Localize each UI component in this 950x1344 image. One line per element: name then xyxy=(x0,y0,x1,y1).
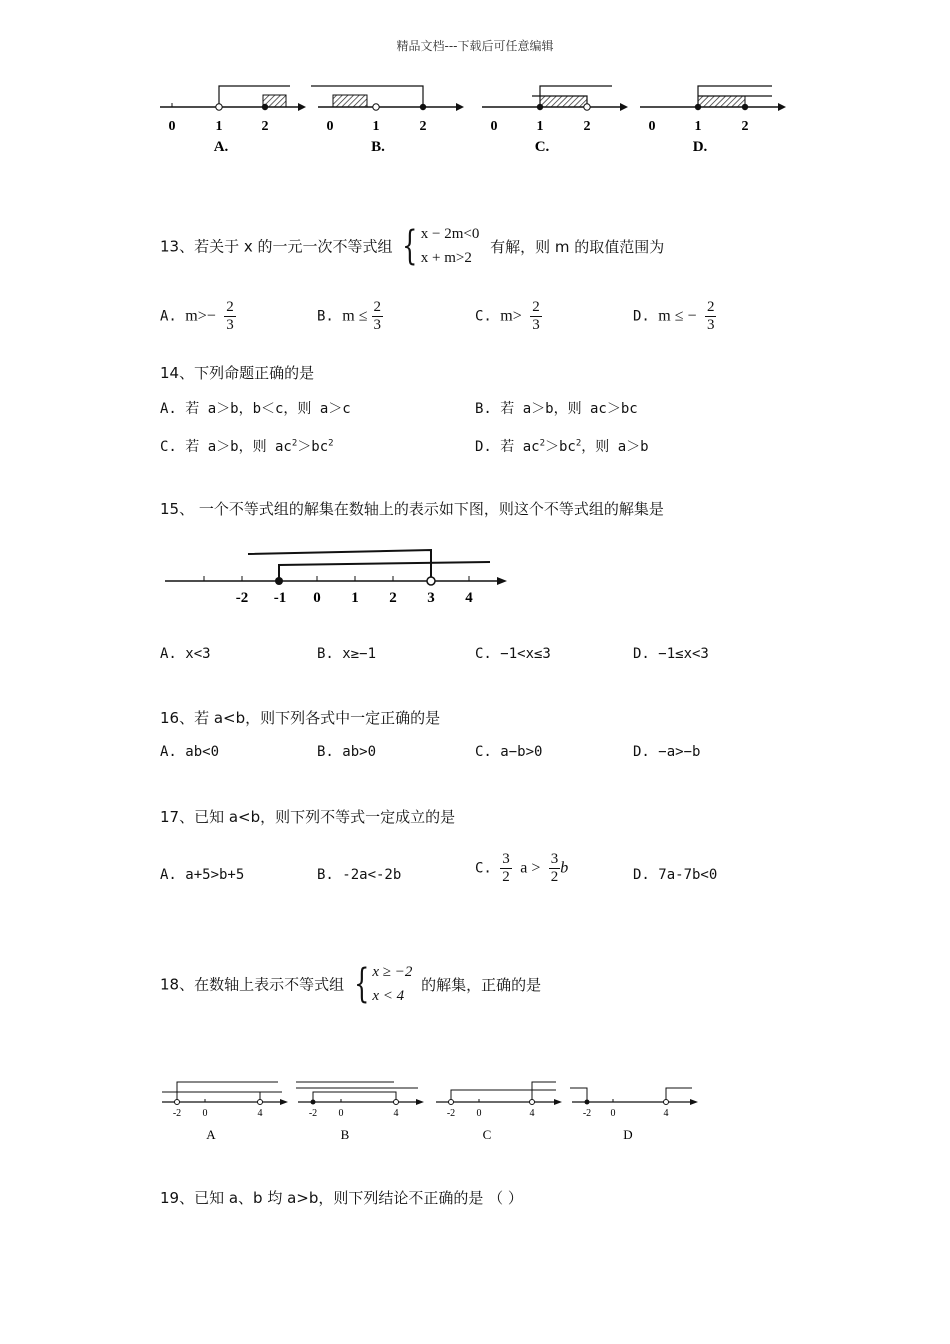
q18-c-tick-0: 0 xyxy=(476,1108,482,1119)
q12-d-tick-0: 0 xyxy=(648,119,656,134)
q15-stem: 15、 一个不等式组的解集在数轴上的表示如下图，则这个不等式组的解集是 xyxy=(160,500,664,518)
q18-d-tick-4: 4 xyxy=(663,1108,669,1119)
q12-a-tick-0: 0 xyxy=(168,119,176,134)
q12-number-lines xyxy=(150,78,790,158)
q16-option-d: D. −a>−b xyxy=(633,744,701,760)
q12-figure-c xyxy=(482,86,628,155)
q12-b-label: B. xyxy=(371,139,385,155)
q18-number-lines xyxy=(158,1072,703,1147)
q18-c-tick-4: 4 xyxy=(529,1108,535,1119)
q12-b-tick-2: 2 xyxy=(419,119,427,134)
q15-tick-2: 2 xyxy=(389,590,397,606)
q16-option-c: C. a−b>0 xyxy=(475,744,543,760)
q12-d-tick-1: 1 xyxy=(694,119,702,134)
q12-d-label: D. xyxy=(692,139,708,155)
q13-sys-line1: x − 2m<0 xyxy=(420,226,480,242)
q12-c-label: C. xyxy=(534,139,550,155)
q14-option-a: A. 若 a＞b，b＜c，则 a＞c xyxy=(160,401,351,417)
q12-c-tick-0: 0 xyxy=(490,119,498,134)
q14-option-c: C. 若 a＞b，则 $ac^2>bc^2$ xyxy=(160,438,334,455)
q13-system: { x − 2m<0 x + m>2 xyxy=(402,223,480,269)
q18-d-tick-neg2: -2 xyxy=(582,1108,592,1119)
q18-a-tick-4: 4 xyxy=(257,1108,263,1119)
q18-figure-d xyxy=(570,1088,698,1142)
q18-figure-a xyxy=(162,1082,288,1142)
q15-number-line xyxy=(160,540,520,610)
q17-option-d: D. 7a-7b<0 xyxy=(633,867,718,883)
q15-tick-4: 4 xyxy=(465,590,473,606)
page-header: 精品文档---下载后可任意编辑 xyxy=(396,39,554,53)
q13-sys-line2: x + m>2 xyxy=(420,250,472,266)
q12-c-tick-1: 1 xyxy=(536,119,544,134)
q18-figure-b xyxy=(296,1082,424,1142)
q18-c-label: C xyxy=(482,1127,492,1142)
q18-sys-line1: x ≥ −2 xyxy=(372,964,413,980)
q14-option-b: B. 若 a＞b，则 ac＞bc xyxy=(475,401,638,417)
q13-option-b: B. m ≤ $\frac{2}{3}$ xyxy=(317,299,382,333)
q15-option-c: C. −1<x≤3 xyxy=(475,646,551,662)
q12-figure-d xyxy=(640,86,786,155)
q17-option-b: B. -2a<-2b xyxy=(317,867,402,883)
q17-option-c: C. $\frac{3}{2}$ a > $\frac{3}{2}$ b xyxy=(475,851,569,885)
q18-b-label: B xyxy=(340,1127,350,1142)
q13-option-c: C. m> $\frac{2}{3}$ xyxy=(475,299,540,333)
q12-c-tick-2: 2 xyxy=(583,119,591,134)
q13-option-a: A. m>− $\frac{2}{3}$ xyxy=(160,299,234,333)
q16-option-a: A. ab<0 xyxy=(160,744,220,760)
q18-sys-line2: x < 4 xyxy=(372,988,405,1004)
q18-b-tick-0: 0 xyxy=(338,1108,344,1119)
q15-tick-neg1: -1 xyxy=(273,590,287,606)
q12-a-tick-1: 1 xyxy=(215,119,223,134)
q15-tick-neg2: -2 xyxy=(235,590,249,606)
q18-d-label: D xyxy=(623,1127,633,1142)
q15-option-b: B. x≥−1 xyxy=(317,646,377,662)
q12-b-tick-1: 1 xyxy=(372,119,380,134)
q18-b-tick-neg2: -2 xyxy=(308,1108,318,1119)
q18-a-tick-0: 0 xyxy=(202,1108,208,1119)
q14-stem: 14、下列命题正确的是 xyxy=(160,364,315,382)
q12-a-tick-2: 2 xyxy=(261,119,269,134)
q15-tick-0: 0 xyxy=(313,590,321,606)
q12-figure-b xyxy=(311,86,464,155)
q18-b-tick-4: 4 xyxy=(393,1108,399,1119)
q18-c-tick-neg2: -2 xyxy=(446,1108,456,1119)
q15-tick-1: 1 xyxy=(351,590,359,606)
q12-figure-a xyxy=(160,86,306,155)
q18-figure-c xyxy=(436,1082,562,1142)
q13-stem: 13、若关于 x 的一元一次不等式组 { x − 2m<0 x + m>2 有解，则 m 的取值范围为 xyxy=(160,223,665,269)
q15-option-d: D. −1≤x<3 xyxy=(633,646,709,662)
q18-stem: 18、在数轴上表示不等式组 { x ≥ −2 x < 4 的解集，正确的是 xyxy=(160,961,542,1007)
q13-option-d: D. m ≤ − $\frac{2}{3}$ xyxy=(633,299,715,333)
q18-a-label: A xyxy=(206,1127,216,1142)
q12-b-tick-0: 0 xyxy=(326,119,334,134)
q18-system: { x ≥ −2 x < 4 xyxy=(353,961,413,1007)
q12-d-tick-2: 2 xyxy=(741,119,749,134)
q18-a-tick-neg2: -2 xyxy=(172,1108,182,1119)
q14-option-d: D. 若 $ac^2>bc^2$，则 a＞b xyxy=(475,438,649,455)
q16-stem: 16、若 a<b，则下列各式中一定正确的是 xyxy=(160,709,441,727)
q19-stem: 19、已知 a、b 均 a>b，则下列结论不正确的是 （ ） xyxy=(160,1189,523,1207)
q16-option-b: B. ab>0 xyxy=(317,744,377,760)
q15-tick-3: 3 xyxy=(427,590,435,606)
q17-option-a: A. a+5>b+5 xyxy=(160,867,245,883)
q18-d-tick-0: 0 xyxy=(610,1108,616,1119)
q15-option-a: A. x<3 xyxy=(160,646,211,662)
q17-stem: 17、已知 a<b，则下列不等式一定成立的是 xyxy=(160,808,456,826)
q12-a-label: A. xyxy=(213,139,229,155)
